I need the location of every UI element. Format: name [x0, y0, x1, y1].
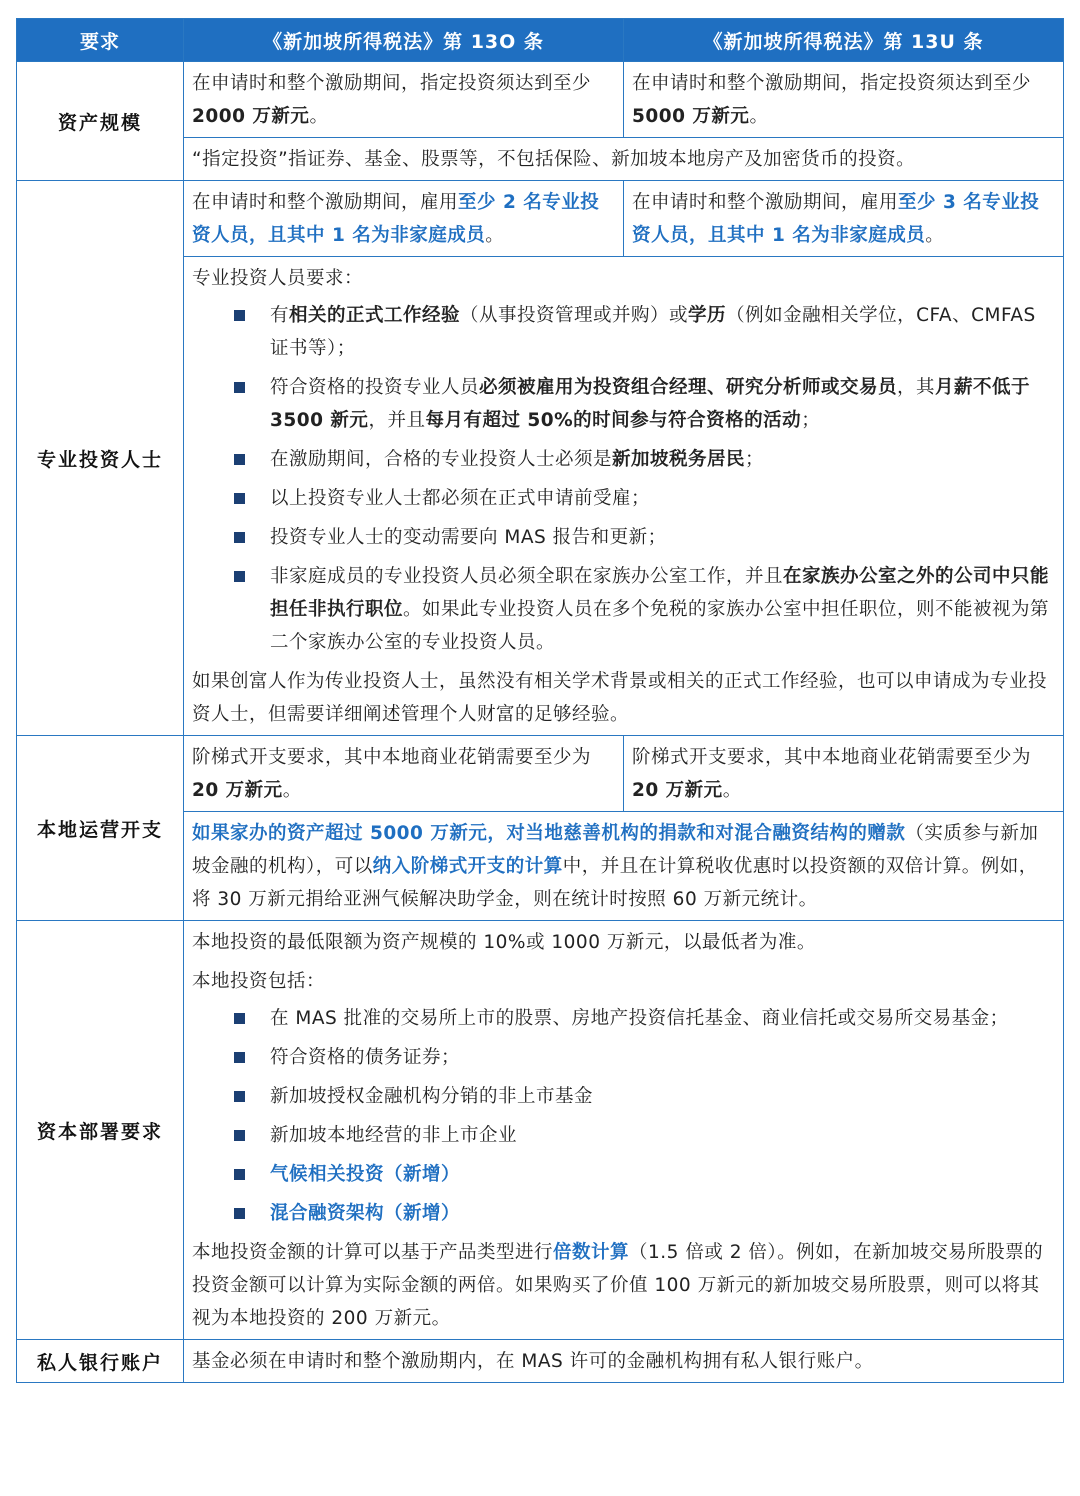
square-bullet-icon — [234, 532, 245, 543]
capital-line2: 本地投资包括： — [192, 971, 326, 992]
header-section-13o: 《新加坡所得税法》第 13O 条 — [184, 19, 624, 62]
pro-req-list — [192, 299, 1055, 659]
spend-13o-cell: 阶梯式开支要求，其中本地商业花销需要至少为 20 万新元。 — [184, 736, 624, 812]
asset-note: “指定投资”指证券、基金、股票等，不包括保险、新加坡本地房产及加密货币的投资。 — [184, 138, 1064, 181]
row-label-pro: 专业投资人士 — [17, 181, 184, 736]
table-row — [17, 921, 1064, 1340]
list-item: 新加坡授权金融机构分销的非上市基金 — [192, 1080, 1055, 1113]
row-label-spend: 本地运营开支 — [17, 736, 184, 921]
square-bullet-icon — [234, 1130, 245, 1141]
list-item: 投资专业人士的变动需要向 MAS 报告和更新； — [192, 521, 1055, 554]
spend-13u-cell: 阶梯式开支要求，其中本地商业花销需要至少为 20 万新元。 — [624, 736, 1064, 812]
square-bullet-icon — [234, 1013, 245, 1024]
pro-footer: 如果创富人作为传业投资人士，虽然没有相关学术背景或相关的正式工作经验，也可以申请成为专业投资人士，但需要详细阐述管理个人财富的足够经验。 — [192, 671, 1048, 725]
table-row — [17, 736, 1064, 812]
capital-line1: 本地投资的最低限额为资产规模的 10%或 1000 万新元，以最低者为准。 — [192, 932, 816, 953]
square-bullet-icon — [234, 382, 245, 393]
square-bullet-icon — [234, 493, 245, 504]
row-label-capital: 资本部署要求 — [17, 921, 184, 1340]
pro-requirements — [184, 257, 1064, 736]
list-item: 新加坡本地经营的非上市企业 — [192, 1119, 1055, 1152]
list-item: 有相关的正式工作经验（从事投资管理或并购）或学历（例如金融相关学位，CFA、CMFAS 证书等）； — [192, 299, 1055, 365]
list-item: 混合融资架构（新增） — [192, 1197, 1055, 1230]
asset-13u-cell: 在申请时和整个激励期间，指定投资须达到至少 5000 万新元。 — [624, 62, 1064, 138]
square-bullet-icon — [234, 454, 245, 465]
asset-13o-cell: 在申请时和整个激励期间，指定投资须达到至少 2000 万新元。 — [184, 62, 624, 138]
list-item: 气候相关投资（新增） — [192, 1158, 1055, 1191]
header-requirement: 要求 — [17, 19, 184, 62]
list-item: 在 MAS 批准的交易所上市的股票、房地产投资信托基金、商业信托或交易所交易基金； — [192, 1002, 1055, 1035]
row-label-bank: 私人银行账户 — [17, 1340, 184, 1383]
spend-note: 如果家办的资产超过 5000 万新元，对当地慈善机构的捐款和对混合融资结构的赠款（实质参与新加坡金融的机构），可以纳入阶梯式开支的计算中，并且在计算税收优惠时以投资额的双倍计算。例如，将 30 万新元捐给亚洲气候解决助学金，则在统计时按照 60 万新元统计。 — [184, 812, 1064, 921]
square-bullet-icon — [234, 571, 245, 582]
requirements-table — [16, 18, 1064, 1383]
square-bullet-icon — [234, 310, 245, 321]
list-item: 在激励期间，合格的专业投资人士必须是新加坡税务居民； — [192, 443, 1055, 476]
pro-req-title: 专业投资人员要求： — [192, 268, 364, 289]
header-section-13u: 《新加坡所得税法》第 13U 条 — [624, 19, 1064, 62]
square-bullet-icon — [234, 1208, 245, 1219]
requirements-table-wrapper — [16, 18, 1064, 1383]
square-bullet-icon — [234, 1052, 245, 1063]
pro-13o-cell: 在申请时和整个激励期间，雇用至少 2 名专业投资人员，且其中 1 名为非家庭成员。 — [184, 181, 624, 257]
capital-cell — [184, 921, 1064, 1340]
capital-list — [192, 1002, 1055, 1230]
list-item: 符合资格的债务证券； — [192, 1041, 1055, 1074]
capital-footer: 本地投资金额的计算可以基于产品类型进行倍数计算（1.5 倍或 2 倍）。例如，在新加坡交易所股票的投资金额可以计算为实际金额的两倍。如果购买了价值 100 万新元的新加坡交易所股票，则可以将其视为本地投资的 200 万新元。 — [192, 1242, 1044, 1329]
pro-13u-cell: 在申请时和整个激励期间，雇用至少 3 名专业投资人员，且其中 1 名为非家庭成员。 — [624, 181, 1064, 257]
table-header-row — [17, 19, 1064, 62]
bank-cell: 基金必须在申请时和整个激励期内，在 MAS 许可的金融机构拥有私人银行账户。 — [184, 1340, 1064, 1383]
list-item: 符合资格的投资专业人员必须被雇用为投资组合经理、研究分析师或交易员，其月薪不低于 3500 新元，并且每月有超过 50%的时间参与符合资格的活动； — [192, 371, 1055, 437]
row-label-asset: 资产规模 — [17, 62, 184, 181]
square-bullet-icon — [234, 1091, 245, 1102]
table-row — [17, 181, 1064, 257]
list-item: 非家庭成员的专业投资人员必须全职在家族办公室工作，并且在家族办公室之外的公司中只能担任非执行职位。如果此专业投资人员在多个免税的家族办公室中担任职位，则不能被视为第二个家族办公室的专业投资人员。 — [192, 560, 1055, 659]
table-row — [17, 1340, 1064, 1383]
list-item: 以上投资专业人士都必须在正式申请前受雇； — [192, 482, 1055, 515]
square-bullet-icon — [234, 1169, 245, 1180]
table-row — [17, 62, 1064, 138]
